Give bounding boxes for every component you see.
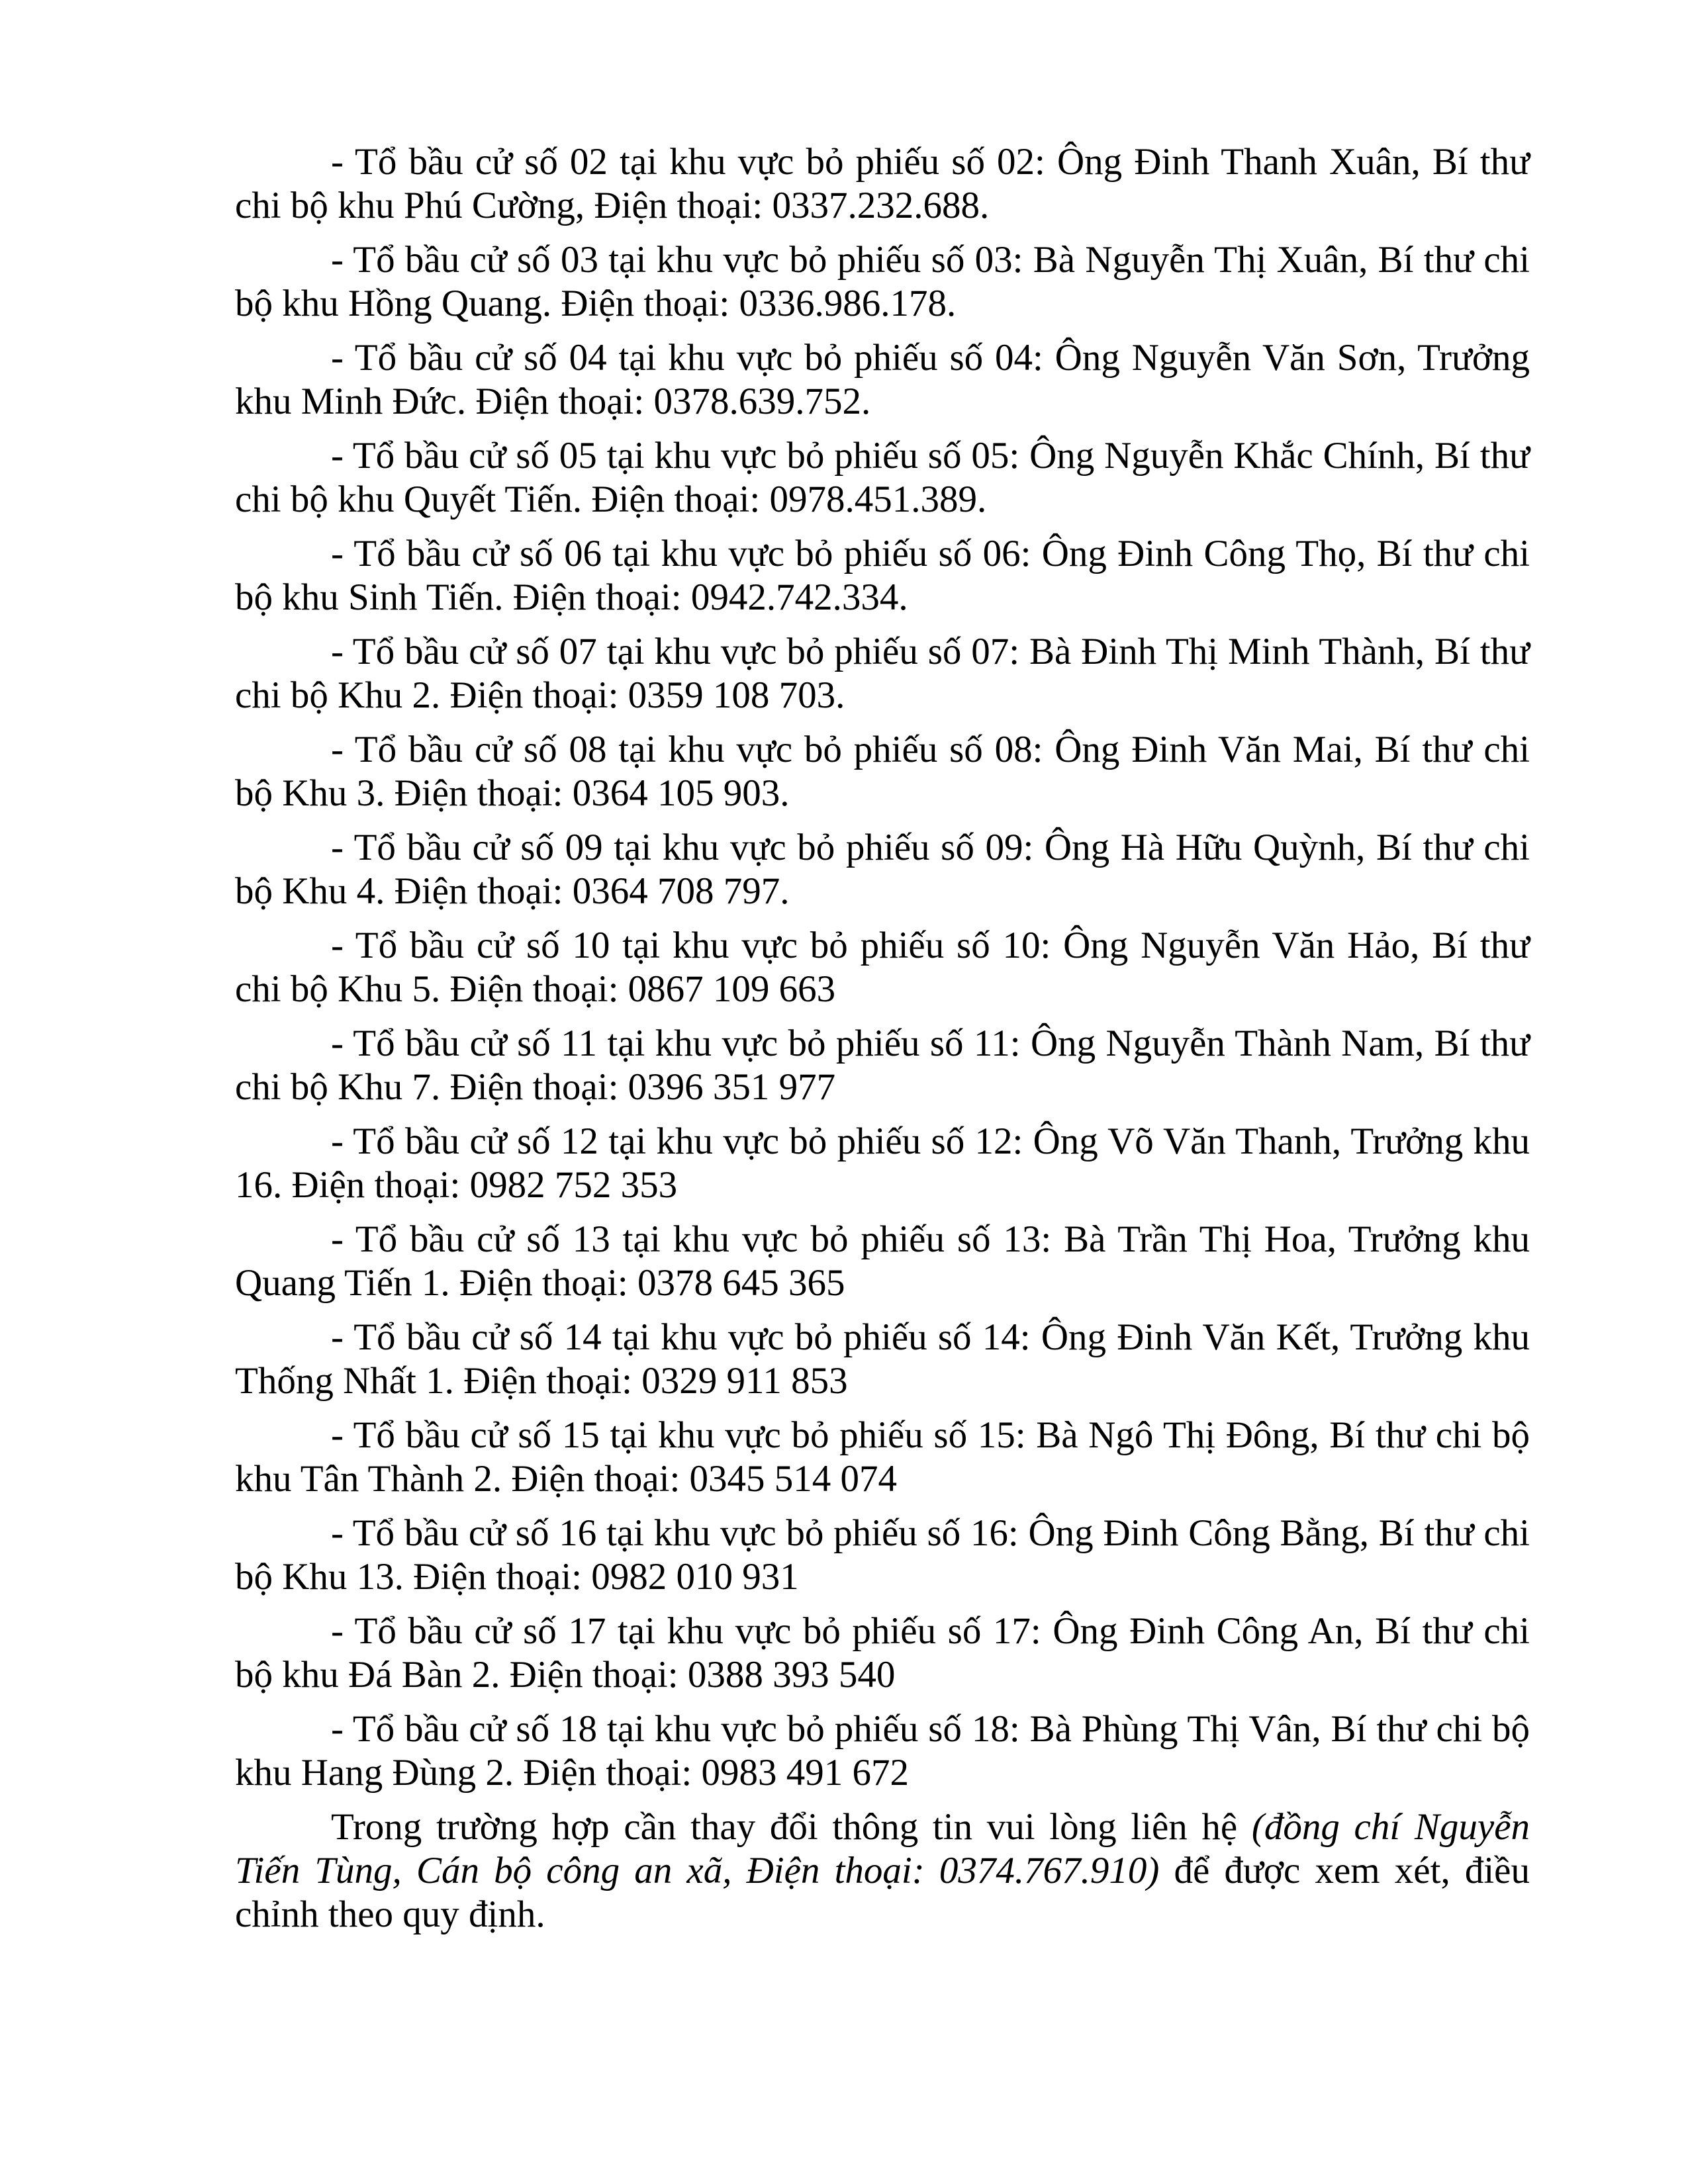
- closing-note: [235, 1805, 1530, 1936]
- election-committee-item-10: - Tổ bầu cử số 10 tại khu vực bỏ phiếu số 10: Ông Nguyễn Văn Hảo, Bí thư chi bộ Khu 5. Điện thoại: 0867 109 663: [235, 925, 1530, 1010]
- document-body: [235, 140, 1530, 1947]
- election-committee-item-06: - Tổ bầu cử số 06 tại khu vực bỏ phiếu số 06: Ông Đinh Công Thọ, Bí thư chi bộ khu Sinh Tiến. Điện thoại: 0942.742.334.: [235, 533, 1530, 618]
- election-committee-item-04: - Tổ bầu cử số 04 tại khu vực bỏ phiếu số 04: Ông Nguyễn Văn Sơn, Trưởng khu Minh Đức. Điện thoại: 0378.639.752.: [235, 337, 1530, 422]
- election-committee-item-07: - Tổ bầu cử số 07 tại khu vực bỏ phiếu số 07: Bà Đinh Thị Minh Thành, Bí thư chi bộ Khu 2. Điện thoại: 0359 108 703.: [235, 631, 1530, 716]
- election-committee-item-13: - Tổ bầu cử số 13 tại khu vực bỏ phiếu số 13: Bà Trần Thị Hoa, Trưởng khu Quang Tiến 1. Điện thoại: 0378 645 365: [235, 1218, 1530, 1304]
- election-committee-item-18: - Tổ bầu cử số 18 tại khu vực bỏ phiếu số 18: Bà Phùng Thị Vân, Bí thư chi bộ khu Hang Đùng 2. Điện thoại: 0983 491 672: [235, 1708, 1530, 1794]
- closing-note-tail: để được xem xét, điều chỉnh theo quy định.: [235, 1850, 1530, 1935]
- election-committee-item-05: - Tổ bầu cử số 05 tại khu vực bỏ phiếu số 05: Ông Nguyễn Khắc Chính, Bí thư chi bộ khu Quyết Tiến. Điện thoại: 0978.451.389.: [235, 435, 1530, 520]
- election-committee-item-03: - Tổ bầu cử số 03 tại khu vực bỏ phiếu số 03: Bà Nguyễn Thị Xuân, Bí thư chi bộ khu Hồng Quang. Điện thoại: 0336.986.178.: [235, 239, 1530, 324]
- election-committee-item-08: - Tổ bầu cử số 08 tại khu vực bỏ phiếu số 08: Ông Đinh Văn Mai, Bí thư chi bộ Khu 3. Điện thoại: 0364 105 903.: [235, 729, 1530, 814]
- election-committee-item-02: - Tổ bầu cử số 02 tại khu vực bỏ phiếu số 02: Ông Đinh Thanh Xuân, Bí thư chi bộ khu Phú Cường, Điện thoại: 0337.232.688.: [235, 141, 1530, 226]
- election-committee-item-12: - Tổ bầu cử số 12 tại khu vực bỏ phiếu số 12: Ông Võ Văn Thanh, Trưởng khu 16. Điện thoại: 0982 752 353: [235, 1120, 1530, 1206]
- election-committee-item-09: - Tổ bầu cử số 09 tại khu vực bỏ phiếu số 09: Ông Hà Hữu Quỳnh, Bí thư chi bộ Khu 4. Điện thoại: 0364 708 797.: [235, 827, 1530, 912]
- election-committee-item-16: - Tổ bầu cử số 16 tại khu vực bỏ phiếu số 16: Ông Đinh Công Bằng, Bí thư chi bộ Khu 13. Điện thoại: 0982 010 931: [235, 1512, 1530, 1598]
- election-committee-item-17: - Tổ bầu cử số 17 tại khu vực bỏ phiếu số 17: Ông Đinh Công An, Bí thư chi bộ khu Đá Bàn 2. Điện thoại: 0388 393 540: [235, 1610, 1530, 1696]
- closing-note-contact-italic: (đồng chí Nguyễn Tiến Tùng, Cán bộ công an xã, Điện thoại: 0374.767.910): [235, 1806, 1530, 1891]
- election-committee-item-14: - Tổ bầu cử số 14 tại khu vực bỏ phiếu số 14: Ông Đinh Văn Kết, Trưởng khu Thống Nhất 1. Điện thoại: 0329 911 853: [235, 1316, 1530, 1402]
- closing-note-lead: Trong trường hợp cần thay đổi thông tin vui lòng liên hệ: [331, 1806, 1252, 1848]
- election-committee-item-15: - Tổ bầu cử số 15 tại khu vực bỏ phiếu số 15: Bà Ngô Thị Đông, Bí thư chi bộ khu Tân Thành 2. Điện thoại: 0345 514 074: [235, 1414, 1530, 1500]
- election-committee-item-11: - Tổ bầu cử số 11 tại khu vực bỏ phiếu số 11: Ông Nguyễn Thành Nam, Bí thư chi bộ Khu 7. Điện thoại: 0396 351 977: [235, 1023, 1530, 1108]
